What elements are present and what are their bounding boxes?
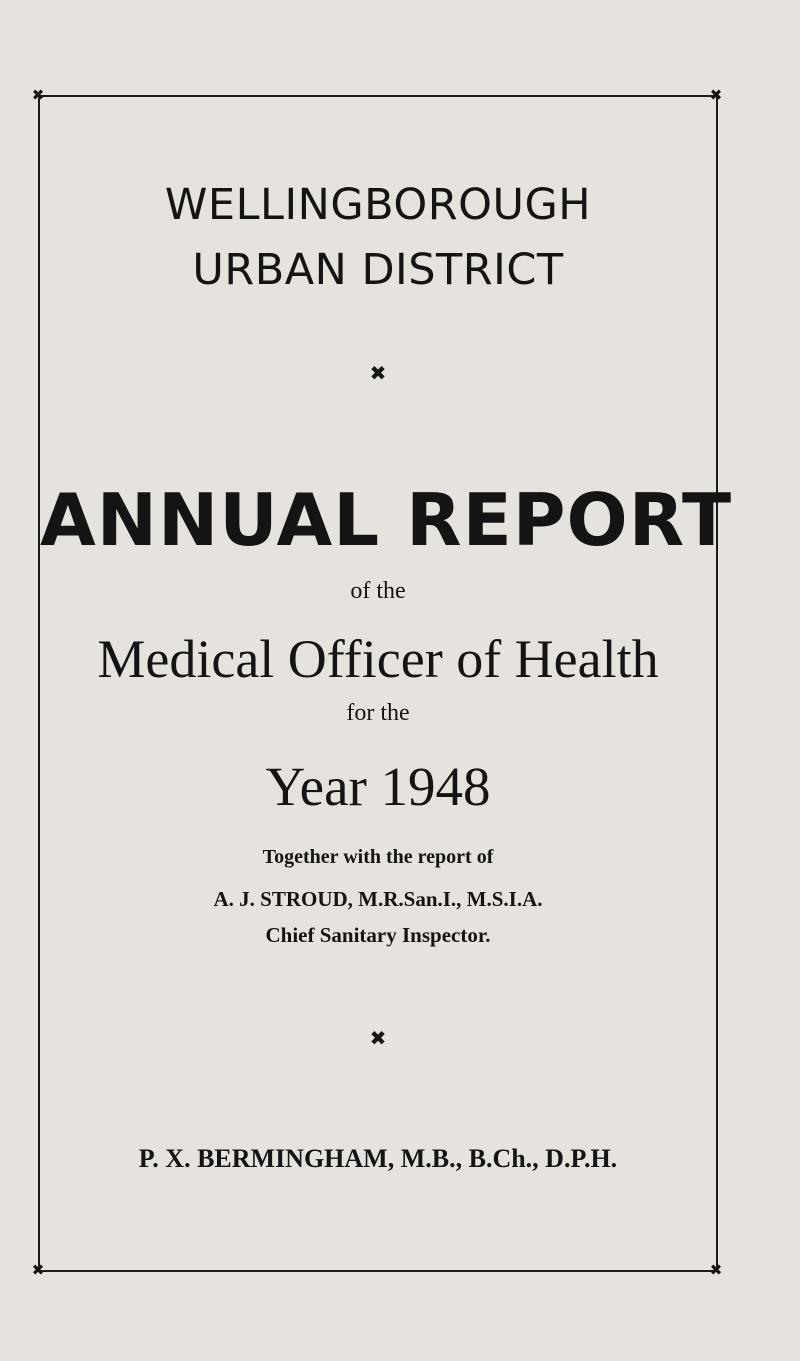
of-the-text: of the	[350, 578, 406, 604]
report-heading: ANNUAL REPORT	[40, 478, 733, 562]
corner-ornament-icon: ✖	[31, 86, 45, 104]
report-year: Year 1948	[265, 756, 491, 817]
for-the-text: for the	[346, 700, 410, 726]
corner-ornament-icon: ✖	[709, 1261, 723, 1279]
corner-ornament-icon: ✖	[709, 86, 723, 104]
border-bottom	[38, 1270, 718, 1272]
report-subject: Medical Officer of Health	[97, 629, 659, 689]
border-top	[38, 95, 718, 97]
corner-ornament-icon: ✖	[31, 1261, 45, 1279]
inspector-role: Chief Sanitary Inspector.	[265, 923, 491, 947]
border-right	[716, 97, 718, 1270]
ornament-icon: ✖	[369, 1026, 387, 1050]
together-intro: Together with the report of	[262, 846, 494, 868]
inspector-name: A. J. STROUD, M.R.San.I., M.S.I.A.	[213, 887, 543, 911]
author-name: P. X. BERMINGHAM, M.B., B.Ch., D.P.H.	[138, 1144, 618, 1173]
district-title-line1: WELLINGBOROUGH	[164, 180, 592, 230]
ornament-icon: ✖	[369, 361, 387, 385]
district-title-line2: URBAN DISTRICT	[192, 245, 564, 295]
